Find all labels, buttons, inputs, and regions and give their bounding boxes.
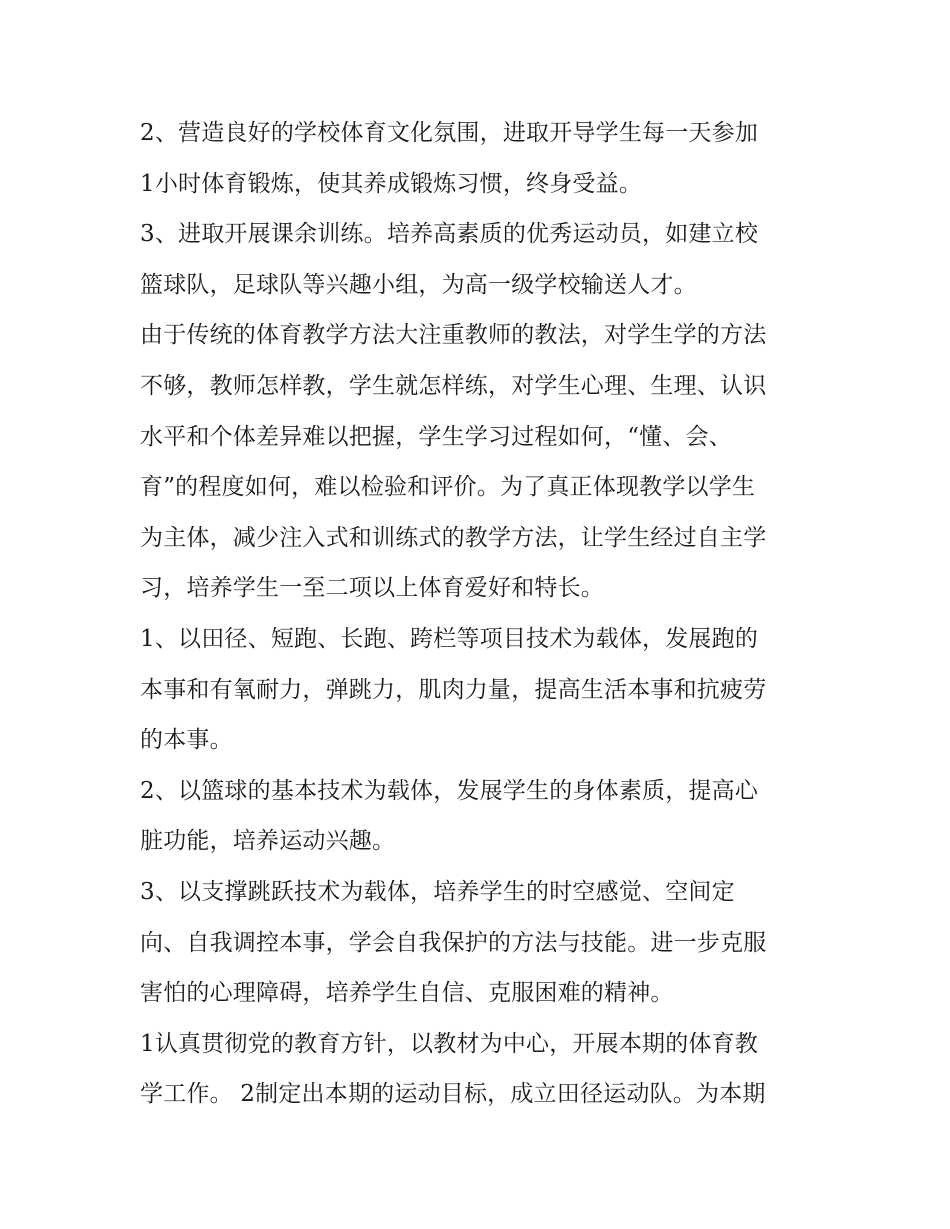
text-line: 本事和有氧耐力，弹跳力，肌肉力量，提高生活本事和抗疲劳	[140, 676, 767, 703]
text-line: 为主体，减少注入式和训练式的教学方法，让学生经过自主学	[140, 524, 767, 551]
text-line: 由于传统的体育教学方法大注重教师的教法，对学生学的方法	[140, 322, 767, 349]
text-line: 害怕的心理障碍，培养学生自信、克服困难的精神。	[140, 980, 674, 1007]
text-line: 的本事。	[140, 727, 233, 754]
text-line: 向、自我调控本事，学会自我保护的方法与技能。进一步克服	[140, 929, 767, 956]
text-line: 育”的程度如何，难以检验和评价。为了真正体现教学以学生	[140, 474, 756, 501]
text-line: 学工作。 2制定出本期的运动目标，成立田径运动队。为本期	[140, 1081, 766, 1108]
document-body	[140, 108, 820, 1120]
text-line: 不够，教师怎样教，学生就怎样练，对学生心理、生理、认识	[140, 372, 767, 399]
text-line: 脏功能，培养运动兴趣。	[140, 828, 396, 855]
text-line: 1、以田径、短跑、长跑、跨栏等项目技术为载体，发展跑的	[140, 625, 759, 652]
text-line: 2、营造良好的学校体育文化氛围，进取开导学生每一天参加	[140, 120, 759, 146]
text-line: 2、以篮球的基本技术为载体，发展学生的身体素质，提高心	[140, 777, 759, 804]
text-line: 1认真贯彻党的教育方针，以教材为中心，开展本期的体育教	[140, 1030, 759, 1057]
text-line: 3、以支撑跳跃技术为载体，培养学生的时空感觉、空间定	[140, 878, 735, 905]
text-line: 3、进取开展课余训练。培养高素质的优秀运动员，如建立校	[140, 221, 759, 248]
text-line: 1小时体育锻炼，使其养成锻炼习惯，终身受益。	[140, 170, 643, 197]
text-line: 水平和个体差异难以把握，学生学习过程如何，“懂、会、	[140, 423, 732, 450]
text-line: 习，培养学生一至二项以上体育爱好和特长。	[140, 575, 604, 602]
text-line: 篮球队，足球队等兴趣小组，为高一级学校输送人才。	[140, 271, 697, 298]
